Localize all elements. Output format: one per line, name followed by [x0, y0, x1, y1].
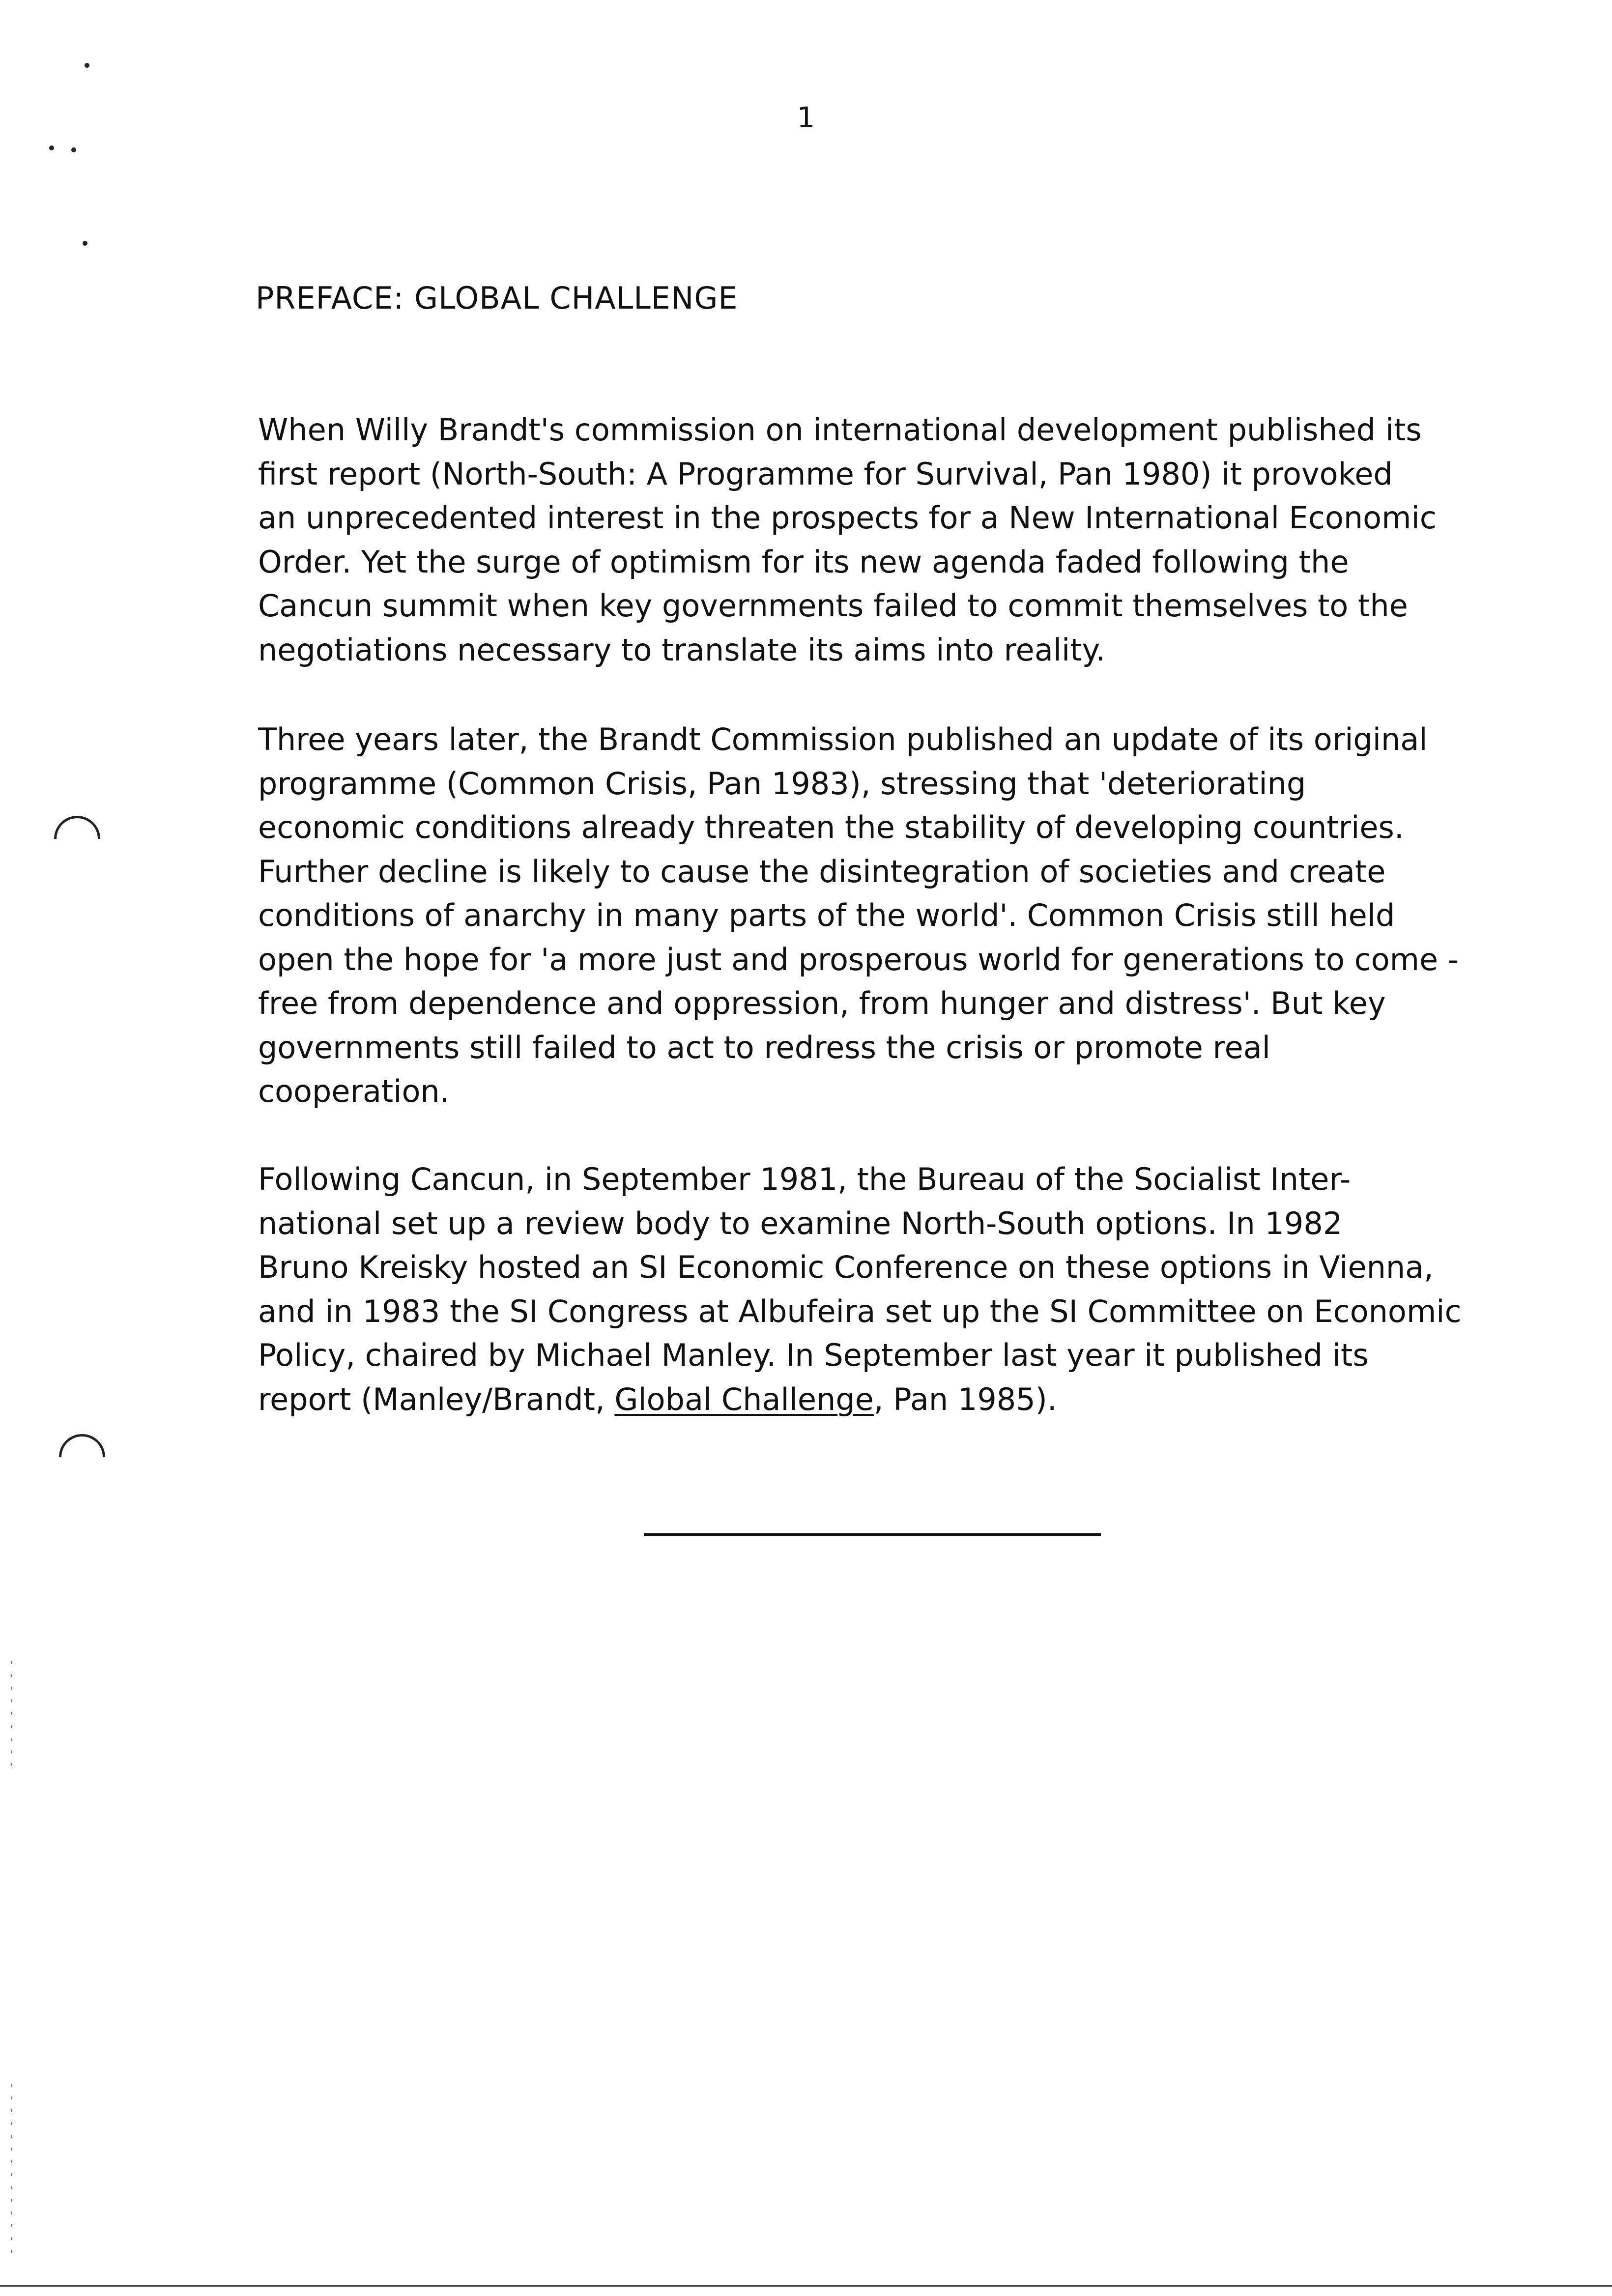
- section-divider-rule: [644, 1533, 1101, 1536]
- text-line: Three years later, the Brandt Commission published an update of its original: [258, 721, 1428, 757]
- text-line: cooperation.: [258, 1073, 450, 1109]
- page-number: 1: [797, 101, 815, 134]
- text-line: national set up a review body to examine North-South options. In 1982: [258, 1205, 1343, 1241]
- text-line: and in 1983 the SI Congress at Albufeira set up the SI Committee on Economic: [258, 1293, 1462, 1329]
- binder-hole-mark: [50, 1425, 115, 1490]
- page-heading: PREFACE: GLOBAL CHALLENGE: [256, 280, 738, 316]
- scan-bottom-edge: [0, 2285, 1612, 2287]
- text-segment: report (Manley/Brandt,: [258, 1381, 615, 1417]
- scan-speck: [83, 241, 87, 246]
- text-segment: , Pan 1985).: [873, 1381, 1057, 1417]
- text-line: negotiations necessary to translate its aims into reality.: [258, 631, 1106, 668]
- text-line: first report (North-South: A Programme for Survival, Pan 1980) it provoked: [258, 456, 1393, 492]
- text-line: economic conditions already threaten the stability of developing countries.: [258, 809, 1404, 845]
- scan-speck: [49, 145, 54, 150]
- paragraph-3: [258, 1157, 1487, 1421]
- scan-margin-ticks: [11, 2084, 12, 2261]
- text-line: When Willy Brandt's commission on international development published its: [258, 412, 1422, 448]
- text-line: Further decline is likely to cause the disintegration of societies and create: [258, 853, 1386, 890]
- text-line: an unprecedented interest in the prospects for a New International Economic: [258, 500, 1437, 536]
- book-title-global-challenge: Global Challenge: [614, 1381, 874, 1417]
- text-line: Bruno Kreisky hosted an SI Economic Conference on these options in Vienna,: [258, 1249, 1434, 1285]
- text-line: Policy, chaired by Michael Manley. In September last year it published its: [258, 1337, 1369, 1373]
- paragraph-2: [258, 718, 1487, 1114]
- text-line-last: [258, 1378, 1487, 1422]
- text-line: Order. Yet the surge of optimism for its new agenda faded following the: [258, 544, 1349, 580]
- paragraph-1: [258, 408, 1487, 672]
- text-line: programme (Common Crisis, Pan 1983), stressing that 'deteriorating: [258, 765, 1306, 802]
- text-line: open the hope for 'a more just and prosperous world for generations to come -: [258, 941, 1459, 977]
- scan-speck: [85, 63, 89, 68]
- text-line: Cancun summit when key governments failed to commit themselves to the: [258, 588, 1408, 624]
- text-line: conditions of anarchy in many parts of the world'. Common Crisis still held: [258, 897, 1395, 933]
- scan-margin-ticks: [11, 1661, 12, 1774]
- text-line: governments still failed to act to redress the crisis or promote real: [258, 1029, 1270, 1065]
- text-line: Following Cancun, in September 1981, the Bureau of the Socialist Inter-: [258, 1161, 1351, 1197]
- binder-hole-mark: [45, 806, 110, 872]
- scan-speck: [71, 147, 76, 152]
- text-line: free from dependence and oppression, from hunger and distress'. But key: [258, 985, 1386, 1021]
